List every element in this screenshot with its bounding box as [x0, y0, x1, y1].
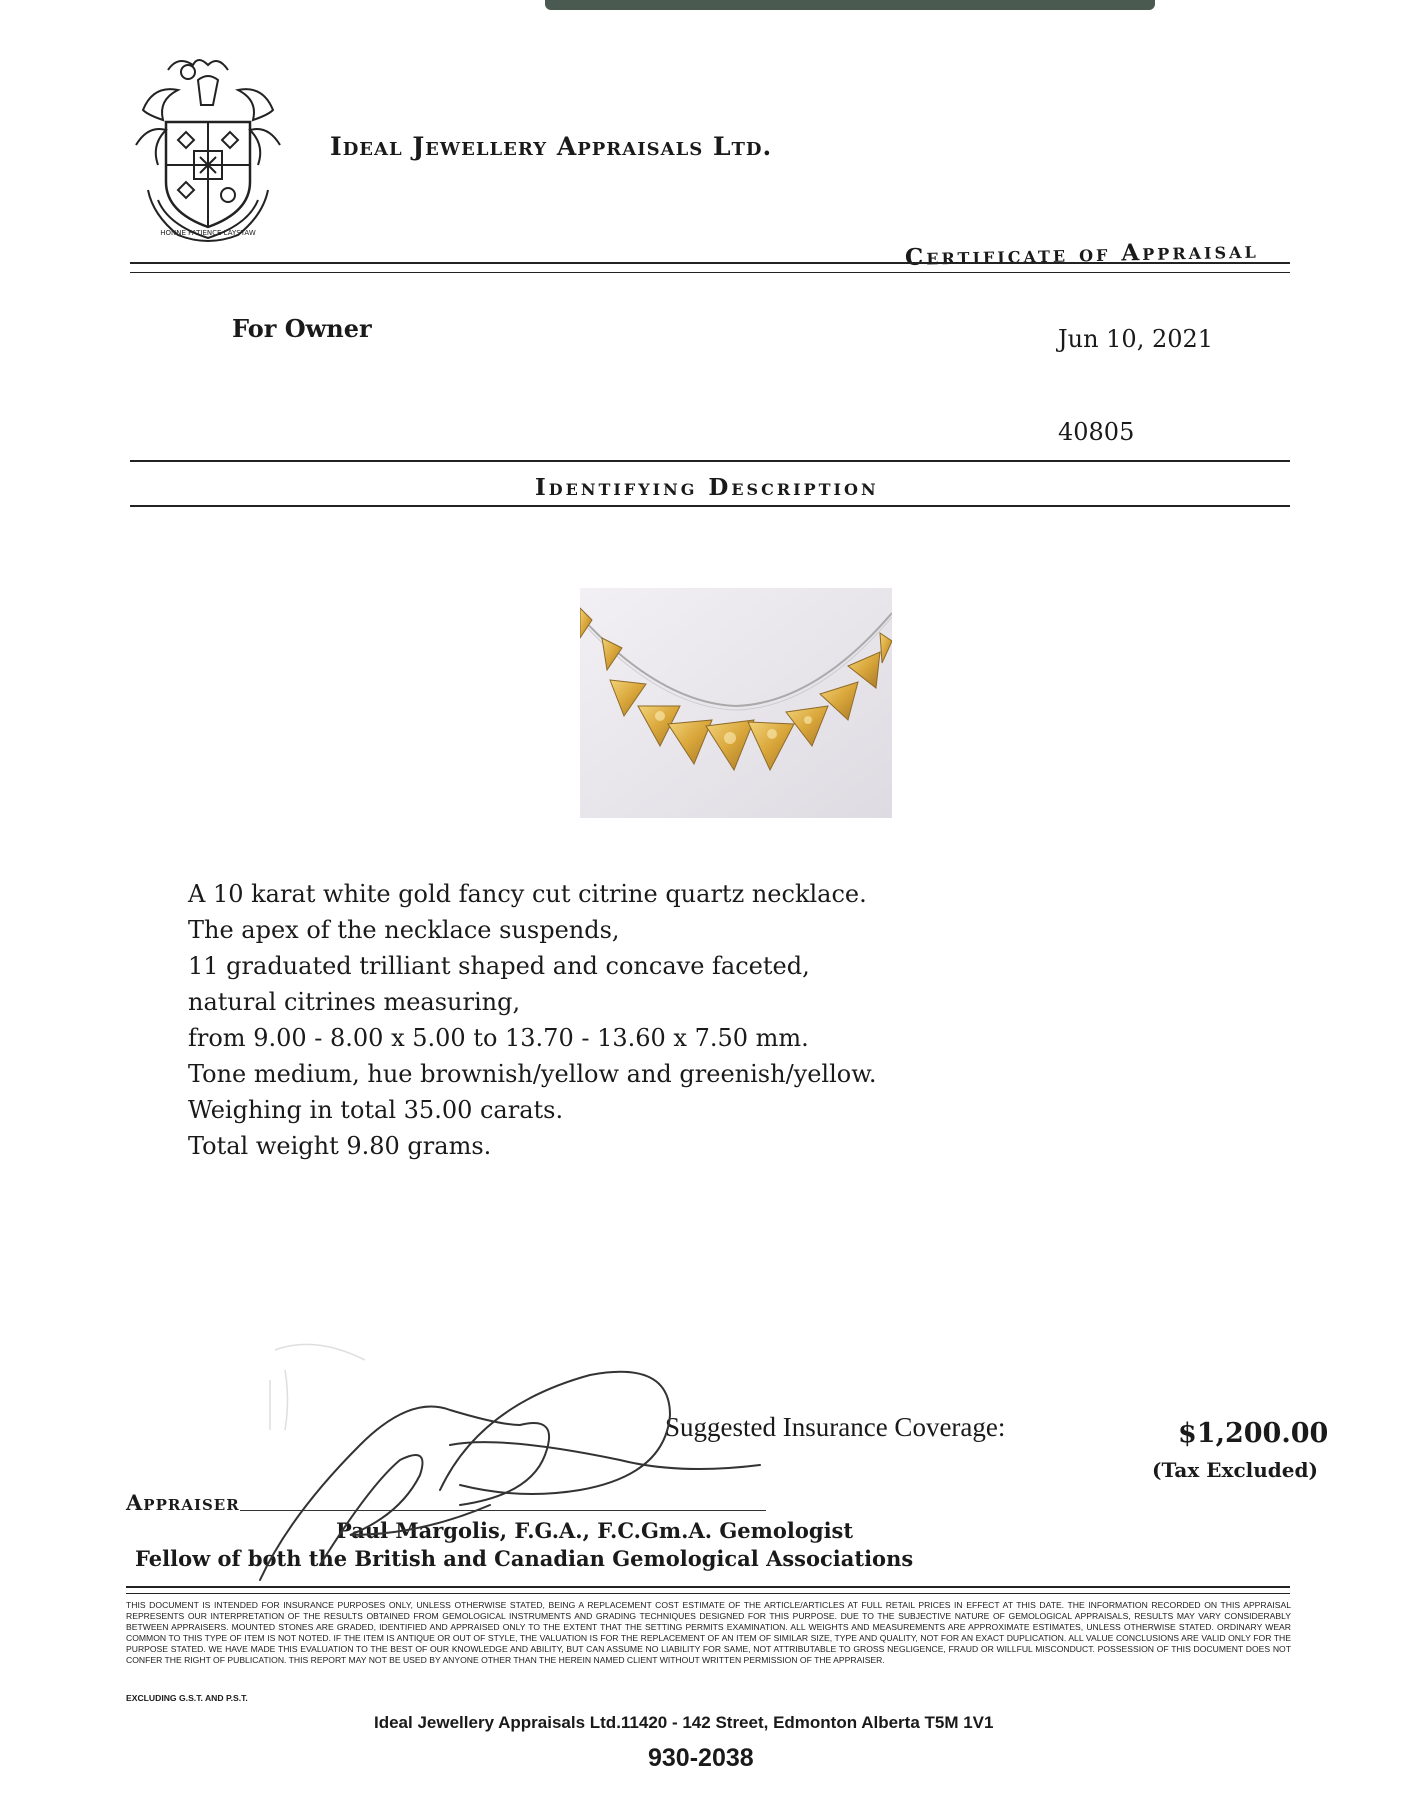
- description-line: The apex of the necklace suspends,: [188, 916, 620, 944]
- section-title: Identifying Description: [535, 474, 879, 501]
- description-line: A 10 karat white gold fancy cut citrine quartz necklace.: [188, 880, 867, 908]
- header-rule-top: [130, 262, 1290, 264]
- company-address: Ideal Jewellery Appraisals Ltd.11420 - 142 Street, Edmonton Alberta T5M 1V1: [374, 1713, 994, 1732]
- document-holder-edge: [545, 0, 1155, 10]
- company-name: Ideal Jewellery Appraisals Ltd.: [330, 132, 773, 161]
- tax-note: (Tax Excluded): [1152, 1458, 1318, 1482]
- section-rule-top: [130, 460, 1290, 462]
- company-phone: 930-2038: [648, 1744, 754, 1772]
- footer-rule-top: [126, 1586, 1290, 1588]
- crest-motto: HONNE PATIENCE LAYSTAW: [160, 229, 256, 237]
- appraiser-fellowship: Fellow of both the British and Canadian Gemological Associations: [135, 1546, 914, 1571]
- appraisal-number: 40805: [1058, 418, 1135, 446]
- necklace-photo: [580, 588, 892, 818]
- footer-rule-bottom: [126, 1593, 1290, 1594]
- item-description: [188, 876, 877, 1164]
- appraiser-label: Appraiser: [126, 1490, 240, 1515]
- description-line: Tone medium, hue brownish/yellow and greenish/yellow.: [188, 1060, 877, 1088]
- coverage-label: Suggested Insurance Coverage:: [665, 1412, 1006, 1442]
- description-line: Weighing in total 35.00 carats.: [188, 1096, 564, 1124]
- appraiser-signature: [200, 1365, 820, 1585]
- header-rule-bottom: [130, 272, 1290, 273]
- description-line: Total weight 9.80 grams.: [188, 1132, 492, 1160]
- appraiser-name: Paul Margolis, F.G.A., F.C.Gm.A. Gemologist: [336, 1518, 854, 1543]
- section-rule-bottom: [130, 505, 1290, 507]
- description-line: from 9.00 - 8.00 x 5.00 to 13.70 - 13.60 x 7.50 mm.: [188, 1024, 809, 1052]
- tax-exclusion-note: EXCLUDING G.S.T. AND P.S.T.: [126, 1693, 248, 1703]
- appraisal-date: Jun 10, 2021: [1058, 325, 1214, 353]
- certificate-title: Certificate of Appraisal: [904, 236, 1259, 271]
- description-line: 11 graduated trilliant shaped and concave faceted,: [188, 952, 810, 980]
- description-line: natural citrines measuring,: [188, 988, 521, 1016]
- coverage-amount: $1,200.00: [1178, 1418, 1329, 1449]
- owner-label: For Owner: [232, 314, 372, 343]
- coat-of-arms-logo: [128, 50, 288, 250]
- legal-disclaimer: THIS DOCUMENT IS INTENDED FOR INSURANCE PURPOSES ONLY, UNLESS OTHERWISE STATED, BEING A REPLACEMENT COST ESTIMATE OF THE ARTICLE/ARTICLES AT FULL RETAIL PRICES IN EFFECT AT THIS DATE. THE INFORMATION RECORDED ON THIS APPRAISAL REPRESENTS OUR INTERPRETATION OF THE RESULTS OBTAINED FROM GEMOLOGICAL INSTRUMENTS AND GRADING TECHNIQUES DESIGNED FOR THIS PURPOSE. DUE TO THE SUBJECTIVE NATURE OF GEMOLOGICAL APPRAISALS, RESULTS MAY VARY CONSIDERABLY BETWEEN APPRAISERS. MOUNTED STONES ARE GRADED, IDENTIFIED AND APPRAISED ONLY TO THE EXTENT THAT THE SETTING PERMITS EXAMINATION. ALL WEIGHTS AND MEASUREMENTS ARE APPROXIMATE ESTIMATES, UNLESS OTHERWISE STATED. ORDINARY WEAR COMMON TO THIS TYPE OF ITEM IS NOT NOTED. IF THE ITEM IS ANTIQUE OR OUT OF STYLE, THE VALUATION IS FOR THE REPLACEMENT OF AN ITEM OF SIMILAR SIZE, TYPE AND QUALITY, NOT FOR AN EXACT DUPLICATION. ALL VALUE CONCLUSIONS ARE VALID ONLY FOR THE PURPOSE STATED. WE HAVE MADE THIS EVALUATION TO THE BEST OF OUR KNOWLEDGE AND ABILITY, BUT CAN ASSUME NO LIABILITY FOR SAME, NOT ATTRIBUTABLE TO GROSS NEGLIGENCE, FRAUD OR WILLFUL MISCONDUCT. POSSESSION OF THIS DOCUMENT DOES NOT CONFER THE RIGHT OF PUBLICATION. THIS REPORT MAY NOT BE USED BY ANYONE OTHER THAN THE HEREIN NAMED CLIENT WITHOUT WRITTEN PERMISSION OF THE APPRAISER.: [126, 1600, 1291, 1665]
